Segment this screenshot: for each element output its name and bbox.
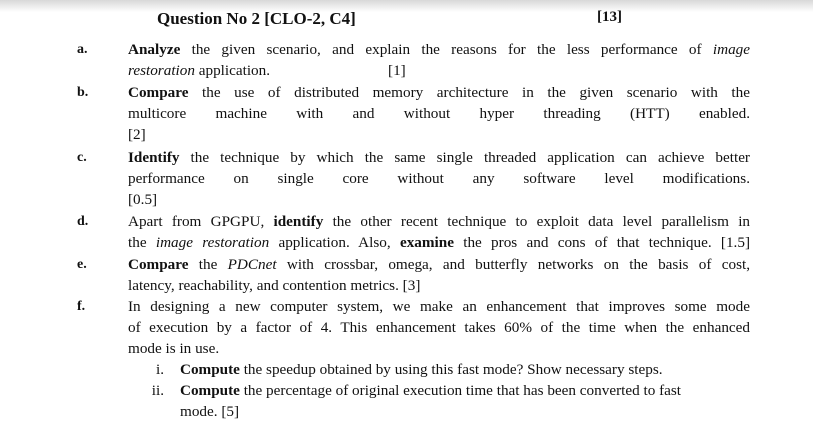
action-verb: Compare — [128, 256, 189, 273]
action-verb: identify — [273, 213, 324, 230]
action-verb: Compare — [128, 84, 189, 101]
item-text: Analyze the given scenario, and explain the reasons for the less performance of image restoration application. [1] — [128, 41, 750, 79]
action-verb: Compute — [180, 361, 240, 378]
sub-number: ii. — [151, 382, 164, 399]
question-title: Question No 2 [CLO-2, C4] — [157, 9, 356, 28]
item-text: Identify the technique by which the same single threaded application can achieve better performance on single core without any software level modifications. [0.5] — [128, 149, 750, 208]
action-verb: Compute — [180, 382, 240, 399]
action-verb: Analyze — [128, 41, 181, 58]
item-letter: d. — [77, 214, 89, 229]
item-letter: a. — [77, 42, 88, 57]
item-letter: c. — [77, 150, 87, 165]
item-marks: [2] — [128, 126, 146, 143]
item-letter: b. — [77, 85, 89, 100]
item-marks: [1] — [388, 62, 406, 79]
sub-number: i. — [155, 361, 164, 378]
item-letter: f. — [77, 299, 86, 314]
item-text: Apart from GPGPU, identify the other recent technique to exploit data level parallelism in the image restoration application. Also, examine the pros and cons of that technique. [1.5] — [128, 213, 751, 251]
top-shadow — [0, 0, 813, 12]
action-verb: Identify — [128, 149, 180, 166]
item-text: In designing a new computer system, we make an enhancement that improves some mode of execution by a factor of 4. This enhancement takes 60% of the time when the enhanced mode is in use. — [128, 298, 750, 357]
item-text: Compare the use of distributed memory architecture in the given scenario with the multicore machine with and without hyper threading (HTT) enabled. [2] — [128, 84, 750, 143]
item-letter: e. — [77, 257, 87, 272]
item-text: Compare the PDCnet with crossbar, omega, and butterfly networks on the basis of cost, latency, reachability, and contention metrics. [3] — [128, 256, 750, 294]
action-verb: examine — [399, 234, 454, 251]
item-marks: [0.5] — [128, 191, 158, 208]
total-marks: [13] — [597, 9, 622, 25]
